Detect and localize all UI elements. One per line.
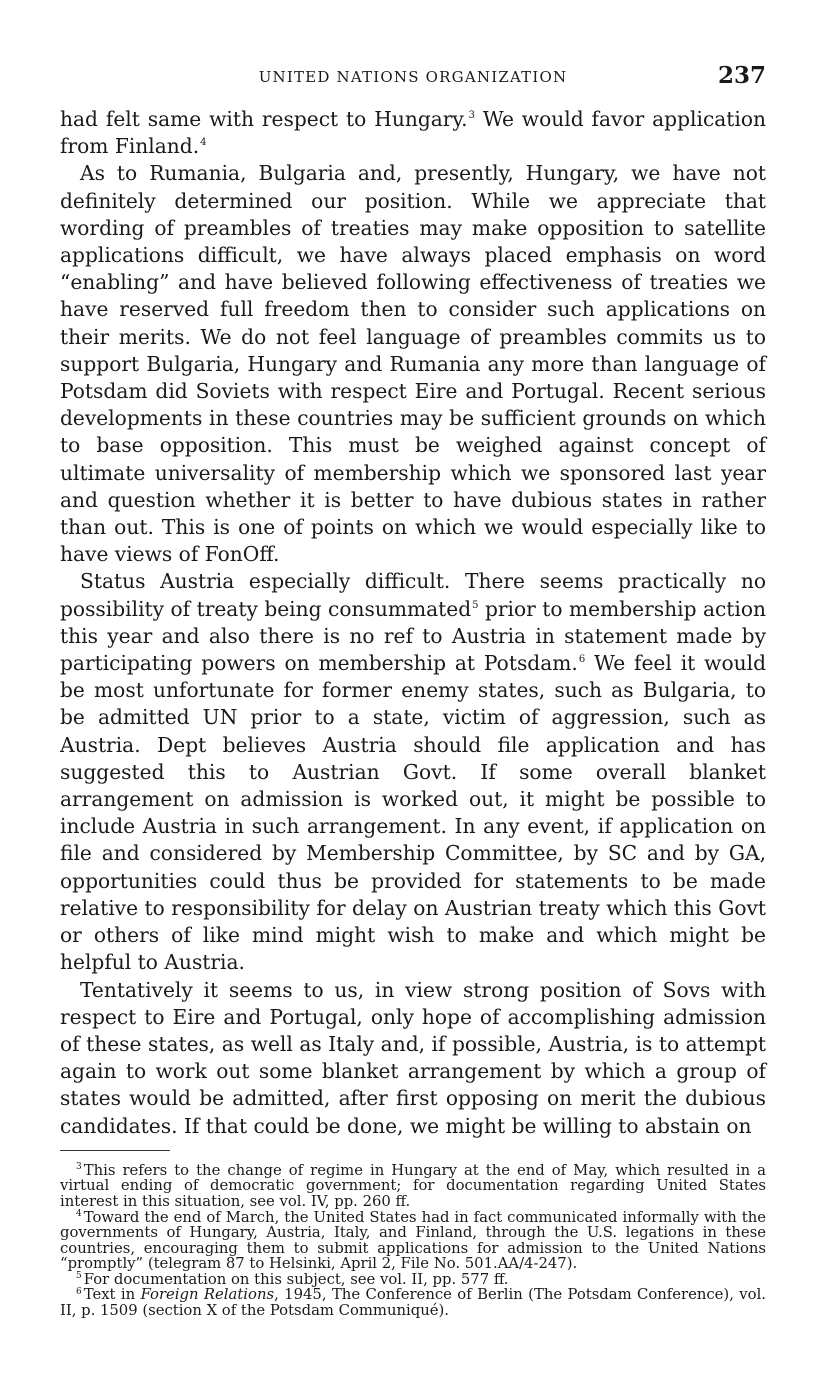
footnote-ref-5: 5 (472, 599, 479, 611)
paragraph-3-text-b: prior to membership action this year and also there is no ref to Austria in statement made by participating powers on membership at Potsdam. (60, 596, 767, 676)
running-head (60, 62, 766, 92)
footnote-divider (60, 1150, 170, 1151)
paragraph-3 (60, 568, 766, 976)
footnote-4-text: Toward the end of March, the United States had in fact communicated informally with the governments of Hungary, Austria, Italy, and Finland, through the U.S. legations in these countries, encouraging them to submit applications for admission to the United Nations “promptly” (telegram 87 to Helsinki, April 2, File No. 501.AA/4‑247). (60, 1208, 766, 1273)
paragraph-3-text-c: We feel it would be most unfortunate for former enemy states, such as Bulgaria, to be admitted UN prior to a state, victim of aggression, such as Austria. Dept believes Austria should file application and has suggested this to Austrian Govt. If some overall blanket arrangement on admission is worked out, it might be possible to include Austria in such arrangement. In any event, if application on file and considered by Membership Committee, by SC and by GA, opportunities could thus be provided for statements to be made relative to responsibility for delay on Austrian treaty which this Govt or others of like mind might wish to make and which might be helpful to Austria. (60, 651, 766, 975)
document-page (60, 62, 766, 1319)
body-text (60, 106, 766, 1140)
paragraph-1 (60, 106, 766, 160)
footnote-4-mark: 4 (76, 1208, 82, 1219)
footnote-3-mark: 3 (76, 1161, 82, 1172)
footnote-4 (60, 1210, 766, 1272)
footnotes (60, 1163, 766, 1319)
paragraph-3-text-a: Status Austria especially difficult. There seems practically no possibility of treaty being consummated (60, 569, 766, 621)
footnote-ref-4: 4 (200, 137, 207, 149)
running-title: UNITED NATIONS ORGANIZATION (258, 68, 568, 86)
footnote-ref-3: 3 (468, 110, 475, 122)
paragraph-4: Tentatively it seems to us, in view strong position of Sovs with respect to Eire and Portugal, only hope of accomplishing admission of these states, as well as Italy and, if possible, Austria, is to attempt again to work out some blanket arrangement by which a group of states would be admitted, after first opposing on merit the dubious candidates. If that could be done, we might be willing to abstain on (60, 977, 766, 1138)
footnote-6-text-b: , 1945, The Conference of Berlin (The Potsdam Conference), vol. II, p. 1509 (section X of the Potsdam Communiqué). (60, 1286, 767, 1320)
page-number: 237 (717, 62, 766, 89)
footnote-6 (60, 1287, 766, 1318)
footnote-6-mark: 6 (76, 1286, 82, 1297)
paragraph-1-text-a: had felt same with respect to Hungary. (60, 107, 468, 131)
footnote-3-text: This refers to the change of regime in Hungary at the end of May, which resulted in a virtual ending of democratic government; for documentation regarding United States interest in this situation, see vol. IV, pp. 260 ff. (60, 1161, 766, 1210)
paragraph-1-text-b: We would favor application from Finland. (60, 107, 767, 159)
footnote-6-text-a: Text in (83, 1286, 141, 1304)
footnote-6-title: Foreign Relations (140, 1286, 275, 1304)
footnote-5-text: For documentation on this subject, see vol. II, pp. 577 ff. (83, 1270, 509, 1288)
footnote-5 (60, 1272, 766, 1288)
footnote-ref-6: 6 (578, 654, 586, 666)
footnote-3 (60, 1163, 766, 1210)
paragraph-2: As to Rumania, Bulgaria and, presently, Hungary, we have not definitely determined our position. While we appreciate that wording of preambles of treaties may make opposition to satellite applications difficult, we have always placed emphasis on word “enabling” and have believed following effectiveness of treaties we have reserved full freedom then to consider such applications on their merits. We do not feel language of preambles commits us to support Bulgaria, Hungary and Rumania any more than language of Potsdam did Soviets with respect Eire and Portugal. Recent serious developments in these countries may be sufficient grounds on which to base opposition. This must be weighed against concept of ultimate universality of membership which we sponsored last year and question whether it is better to have dubious states in rather than out. This is one of points on which we would especially like to have views of FonOff. (60, 161, 766, 567)
footnote-5-mark: 5 (76, 1270, 82, 1281)
